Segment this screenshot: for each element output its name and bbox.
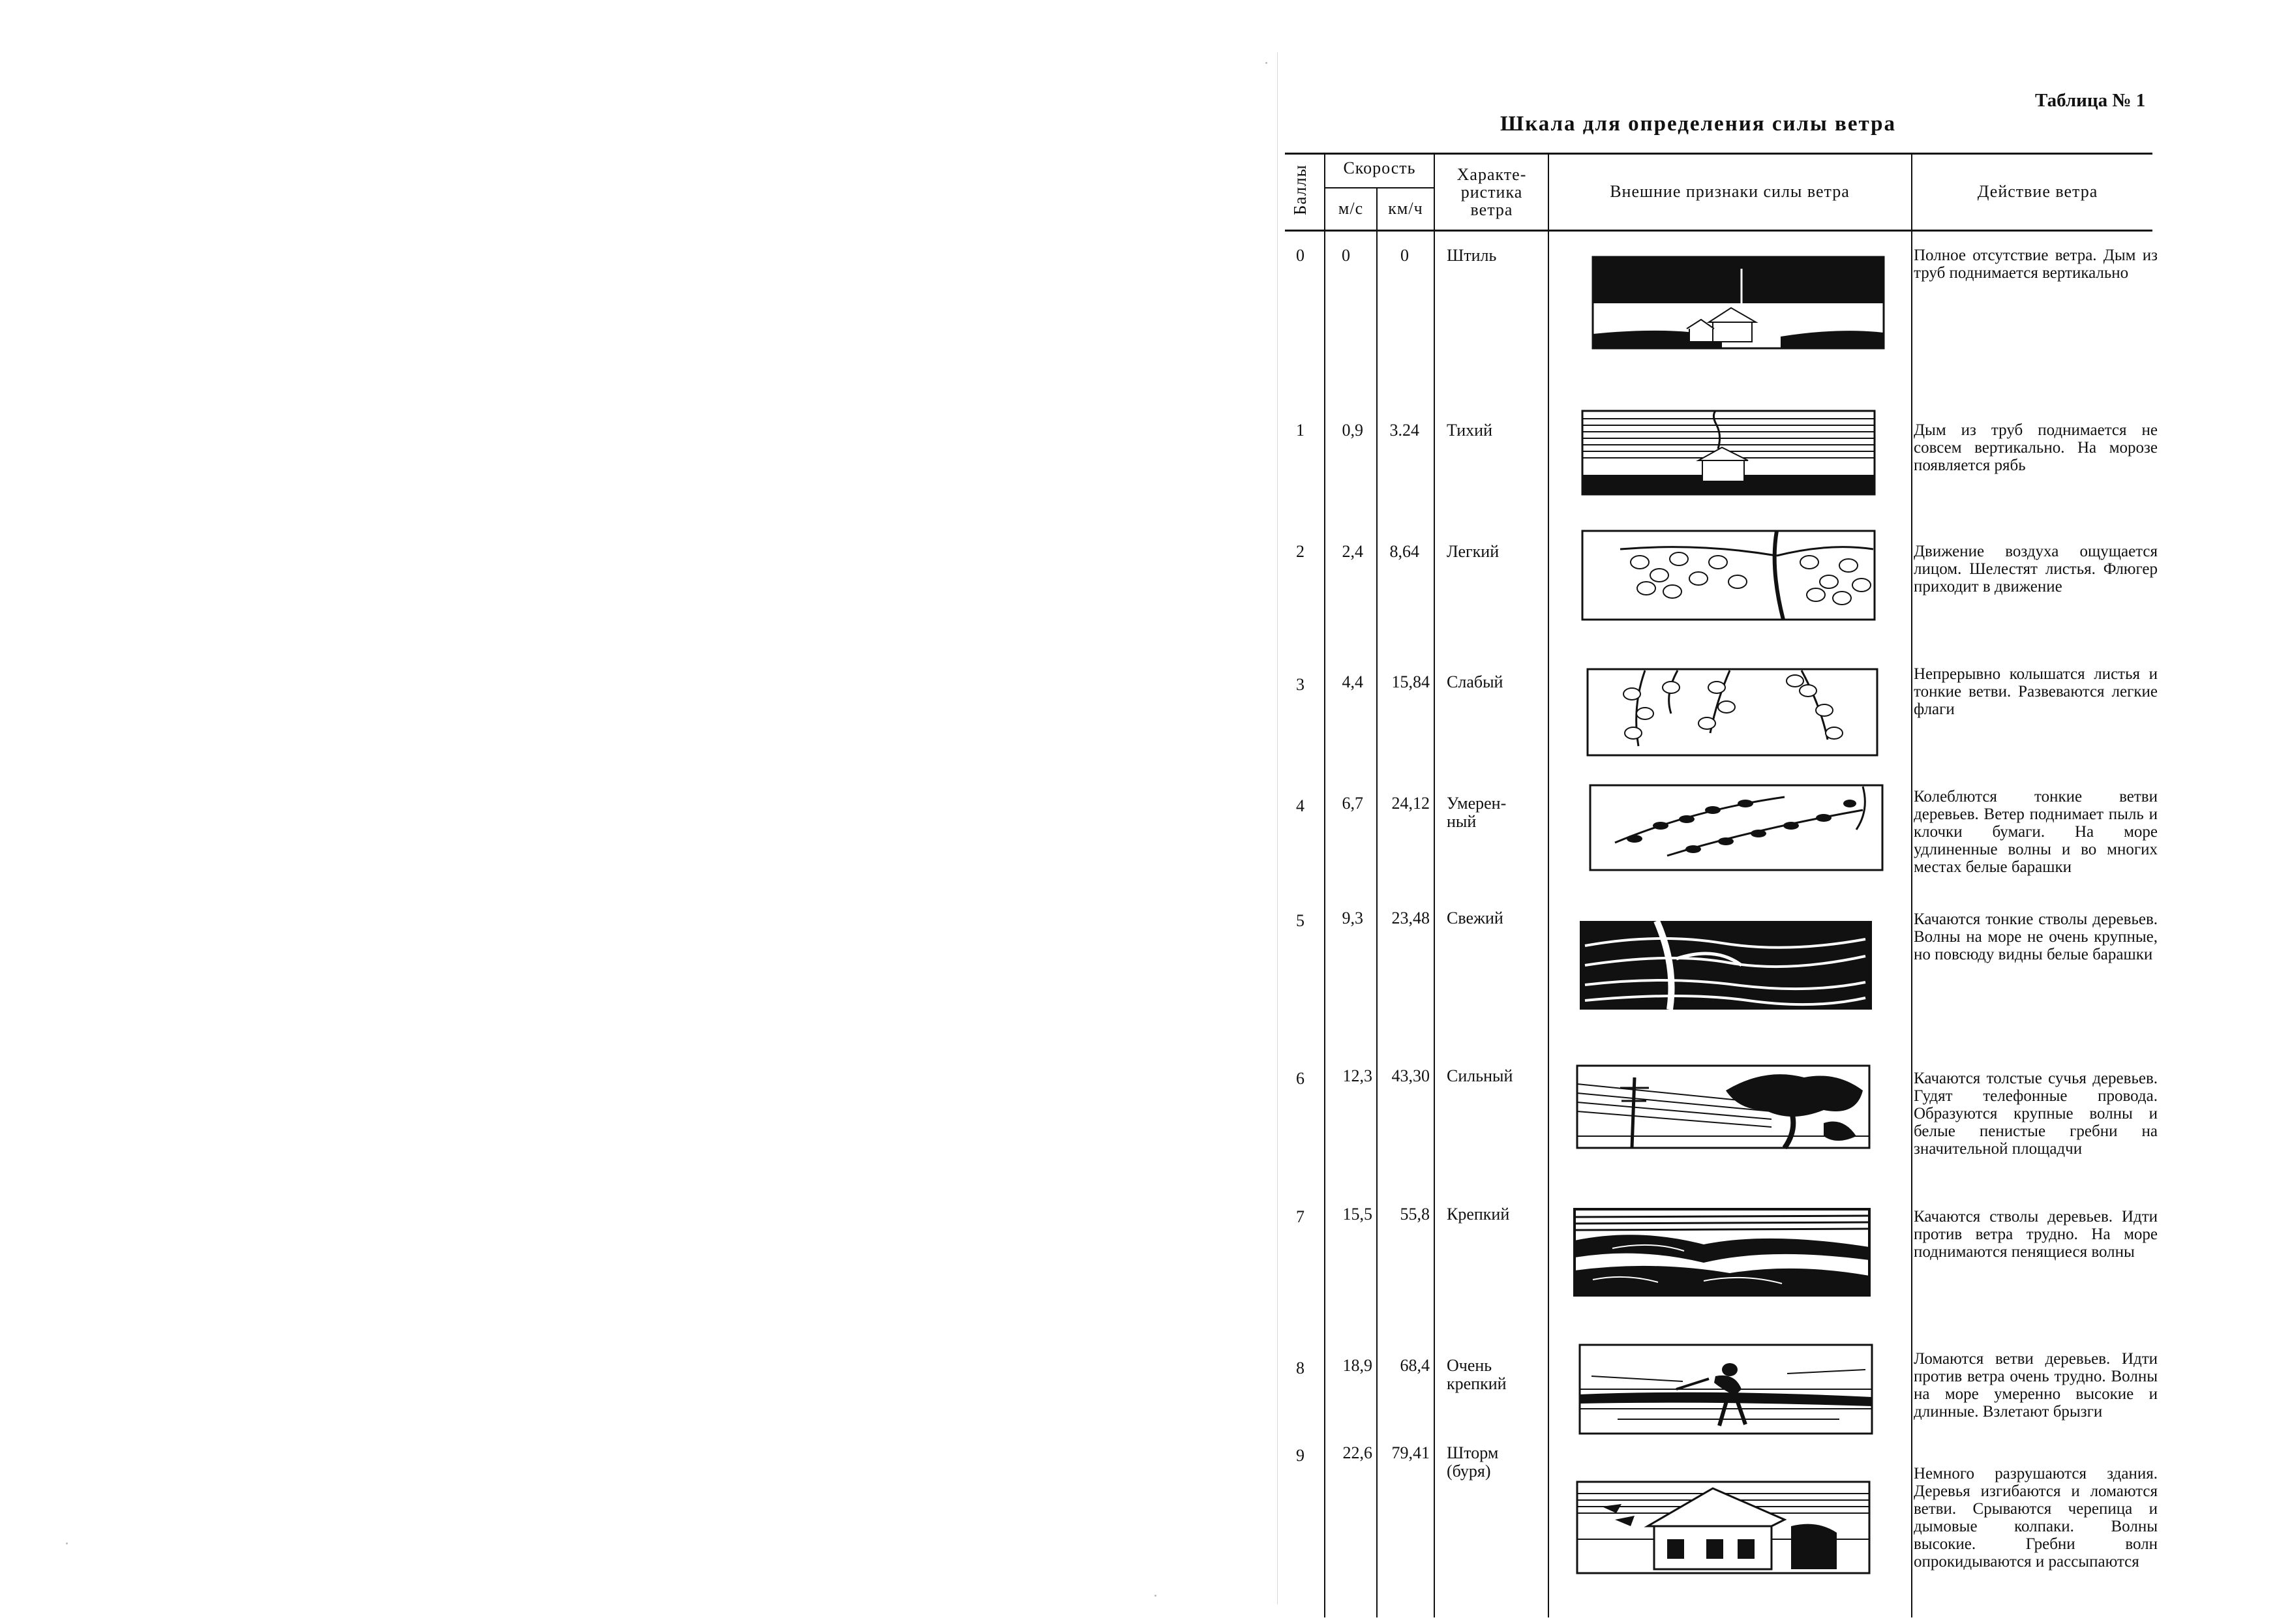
cell-action: Качаются стволы деревьев. Идти против ветра трудно. На море поднимаются пенящиеся волны <box>1914 1208 2158 1261</box>
cell-ms: 9,3 <box>1342 909 1363 927</box>
calm-house-smoke-illustration <box>1591 256 1885 350</box>
scan-speck <box>66 1542 68 1544</box>
cell-ms: 6,7 <box>1342 794 1363 813</box>
cell-action: Полное отсутствие ветра. Дым из труб поднимается вертикально <box>1914 247 2158 282</box>
header-balls: Баллы <box>1290 164 1310 215</box>
header-characteristic <box>1436 166 1547 218</box>
cell-characteristic <box>1447 1205 1545 1224</box>
cell-action: Движение воздуха ощущается лицом. Шелестят листья. Флюгер приходит в движение <box>1914 543 2158 595</box>
cell-ball: 6 <box>1296 1069 1304 1088</box>
tree-and-waves-illustration <box>1578 920 1873 1011</box>
scan-speck <box>1265 62 1267 64</box>
cell-ball: 2 <box>1296 542 1304 561</box>
cell-ball: 0 <box>1296 246 1304 265</box>
cell-characteristic <box>1447 673 1545 691</box>
header-ms: м/с <box>1338 199 1364 218</box>
cell-ball: 4 <box>1296 796 1304 815</box>
cell-action: Немного разрушаются здания. Деревья изгибаются и ломаются ветви. Срываются черепица и дымовые колпаки. Волны высокие. Гребни волн опрокидываются и рассыпаются <box>1914 1465 2158 1571</box>
header-action: Действие ветра <box>1977 182 2098 201</box>
cell-ball: 3 <box>1296 675 1304 694</box>
header-kmh: км/ч <box>1388 199 1423 218</box>
cell-ms: 4,4 <box>1342 672 1363 691</box>
bending-branches-illustration <box>1589 784 1884 871</box>
cell-action: Качаются тонкие стволы деревьев. Волны на море не очень крупные, но повсюду видны белые барашки <box>1914 910 2158 963</box>
light-air-house-smoke-illustration <box>1581 410 1876 496</box>
header-top-rule <box>1285 153 2152 155</box>
column-rule-kmh <box>1434 154 1435 1617</box>
man-against-wind-illustration <box>1578 1344 1873 1435</box>
cell-characteristic <box>1447 421 1545 440</box>
speed-sub-rule <box>1324 187 1434 188</box>
header-characteristic-line: Характе- <box>1456 165 1527 184</box>
characteristic-line: Слабый <box>1447 672 1503 691</box>
cell-ms: 2,4 <box>1342 542 1363 561</box>
cell-kmh: 68,4 <box>1400 1356 1430 1375</box>
cell-characteristic <box>1447 1357 1545 1393</box>
cell-characteristic <box>1447 543 1545 561</box>
characteristic-line: ный <box>1447 812 1477 831</box>
column-rule-ms <box>1376 188 1378 1617</box>
cell-ms: 22,6 <box>1342 1443 1372 1462</box>
header-characteristic-line: ристика <box>1460 183 1523 202</box>
scan-speck <box>1154 1595 1156 1597</box>
cell-ms: 0 <box>1342 246 1350 265</box>
cell-ball: 1 <box>1296 421 1304 440</box>
cell-kmh: 23,48 <box>1391 909 1430 927</box>
characteristic-line: Сильный <box>1447 1066 1513 1085</box>
cell-ball: 9 <box>1296 1446 1304 1465</box>
cell-kmh: 79,41 <box>1391 1443 1430 1462</box>
cell-action: Непрерывно колышатся листья и тонкие ветви. Развеваются легкие флаги <box>1914 665 2158 718</box>
cell-action: Качаются толстые сучья деревьев. Гудят телефонные провода. Образуются крупные волны и белые пенистые гребни на значительной площадчи <box>1914 1070 2158 1158</box>
header-characteristic-line: ветра <box>1470 200 1513 219</box>
cell-action: Дым из труб поднимается не совсем вертикально. На морозе появляется рябь <box>1914 421 2158 474</box>
cell-kmh: 15,84 <box>1391 672 1430 691</box>
characteristic-line: крепкий <box>1447 1374 1507 1393</box>
leaves-branch-illustration <box>1581 530 1876 621</box>
hanging-branches-illustration <box>1586 668 1878 757</box>
cell-characteristic <box>1447 794 1545 831</box>
cell-action: Ломаются ветви деревьев. Идти против ветра очень трудно. Волны на море умеренно высокие и длинные. Взлетают брызги <box>1914 1350 2158 1421</box>
table-number: Таблица № 1 <box>2035 90 2146 111</box>
cell-characteristic <box>1447 1444 1545 1481</box>
column-rule-balls <box>1324 154 1325 1617</box>
cell-kmh: 8,64 <box>1389 542 1419 561</box>
cell-kmh: 3.24 <box>1389 421 1419 440</box>
cell-characteristic <box>1447 1067 1545 1085</box>
cell-ms: 15,5 <box>1342 1205 1372 1224</box>
characteristic-line: Свежий <box>1447 909 1503 927</box>
characteristic-line: Крепкий <box>1447 1205 1510 1224</box>
characteristic-line: Штиль <box>1447 246 1497 265</box>
cell-characteristic <box>1447 909 1545 927</box>
characteristic-line: Легкий <box>1447 542 1500 561</box>
telegraph-pole-tree-illustration <box>1576 1064 1871 1149</box>
header-bottom-rule <box>1285 230 2152 232</box>
cell-ball: 7 <box>1296 1207 1304 1226</box>
cell-ms: 12,3 <box>1342 1066 1372 1085</box>
characteristic-line: Умерен- <box>1447 794 1507 813</box>
cell-action: Колеблются тонкие ветви деревьев. Ветер поднимает пыль и клочки бумаги. На море удлиненные волны и во многих местах белые барашки <box>1914 788 2158 876</box>
characteristic-line: Очень <box>1447 1356 1492 1375</box>
characteristic-line: Шторм <box>1447 1443 1499 1462</box>
cell-kmh: 43,30 <box>1391 1066 1430 1085</box>
cell-kmh: 55,8 <box>1400 1205 1430 1224</box>
cell-kmh: 24,12 <box>1391 794 1430 813</box>
cell-ball: 5 <box>1296 911 1304 930</box>
cell-ms: 18,9 <box>1342 1356 1372 1375</box>
table-title: Шкала для определения силы ветра <box>1500 112 1896 136</box>
characteristic-line: Тихий <box>1447 421 1492 440</box>
column-rule-characteristic <box>1548 154 1549 1617</box>
rough-sea-illustration <box>1573 1208 1871 1297</box>
cell-ball: 8 <box>1296 1359 1304 1377</box>
header-speed: Скорость <box>1343 158 1416 177</box>
cell-kmh: 0 <box>1400 246 1409 265</box>
storm-house-roof-illustration <box>1576 1481 1871 1574</box>
page-fold-line <box>1277 52 1278 1604</box>
column-rule-signs <box>1911 154 1912 1617</box>
cell-characteristic <box>1447 247 1545 265</box>
header-signs: Внешние признаки силы ветра <box>1610 182 1850 201</box>
cell-ms: 0,9 <box>1342 421 1363 440</box>
characteristic-line: (буря) <box>1447 1462 1491 1481</box>
